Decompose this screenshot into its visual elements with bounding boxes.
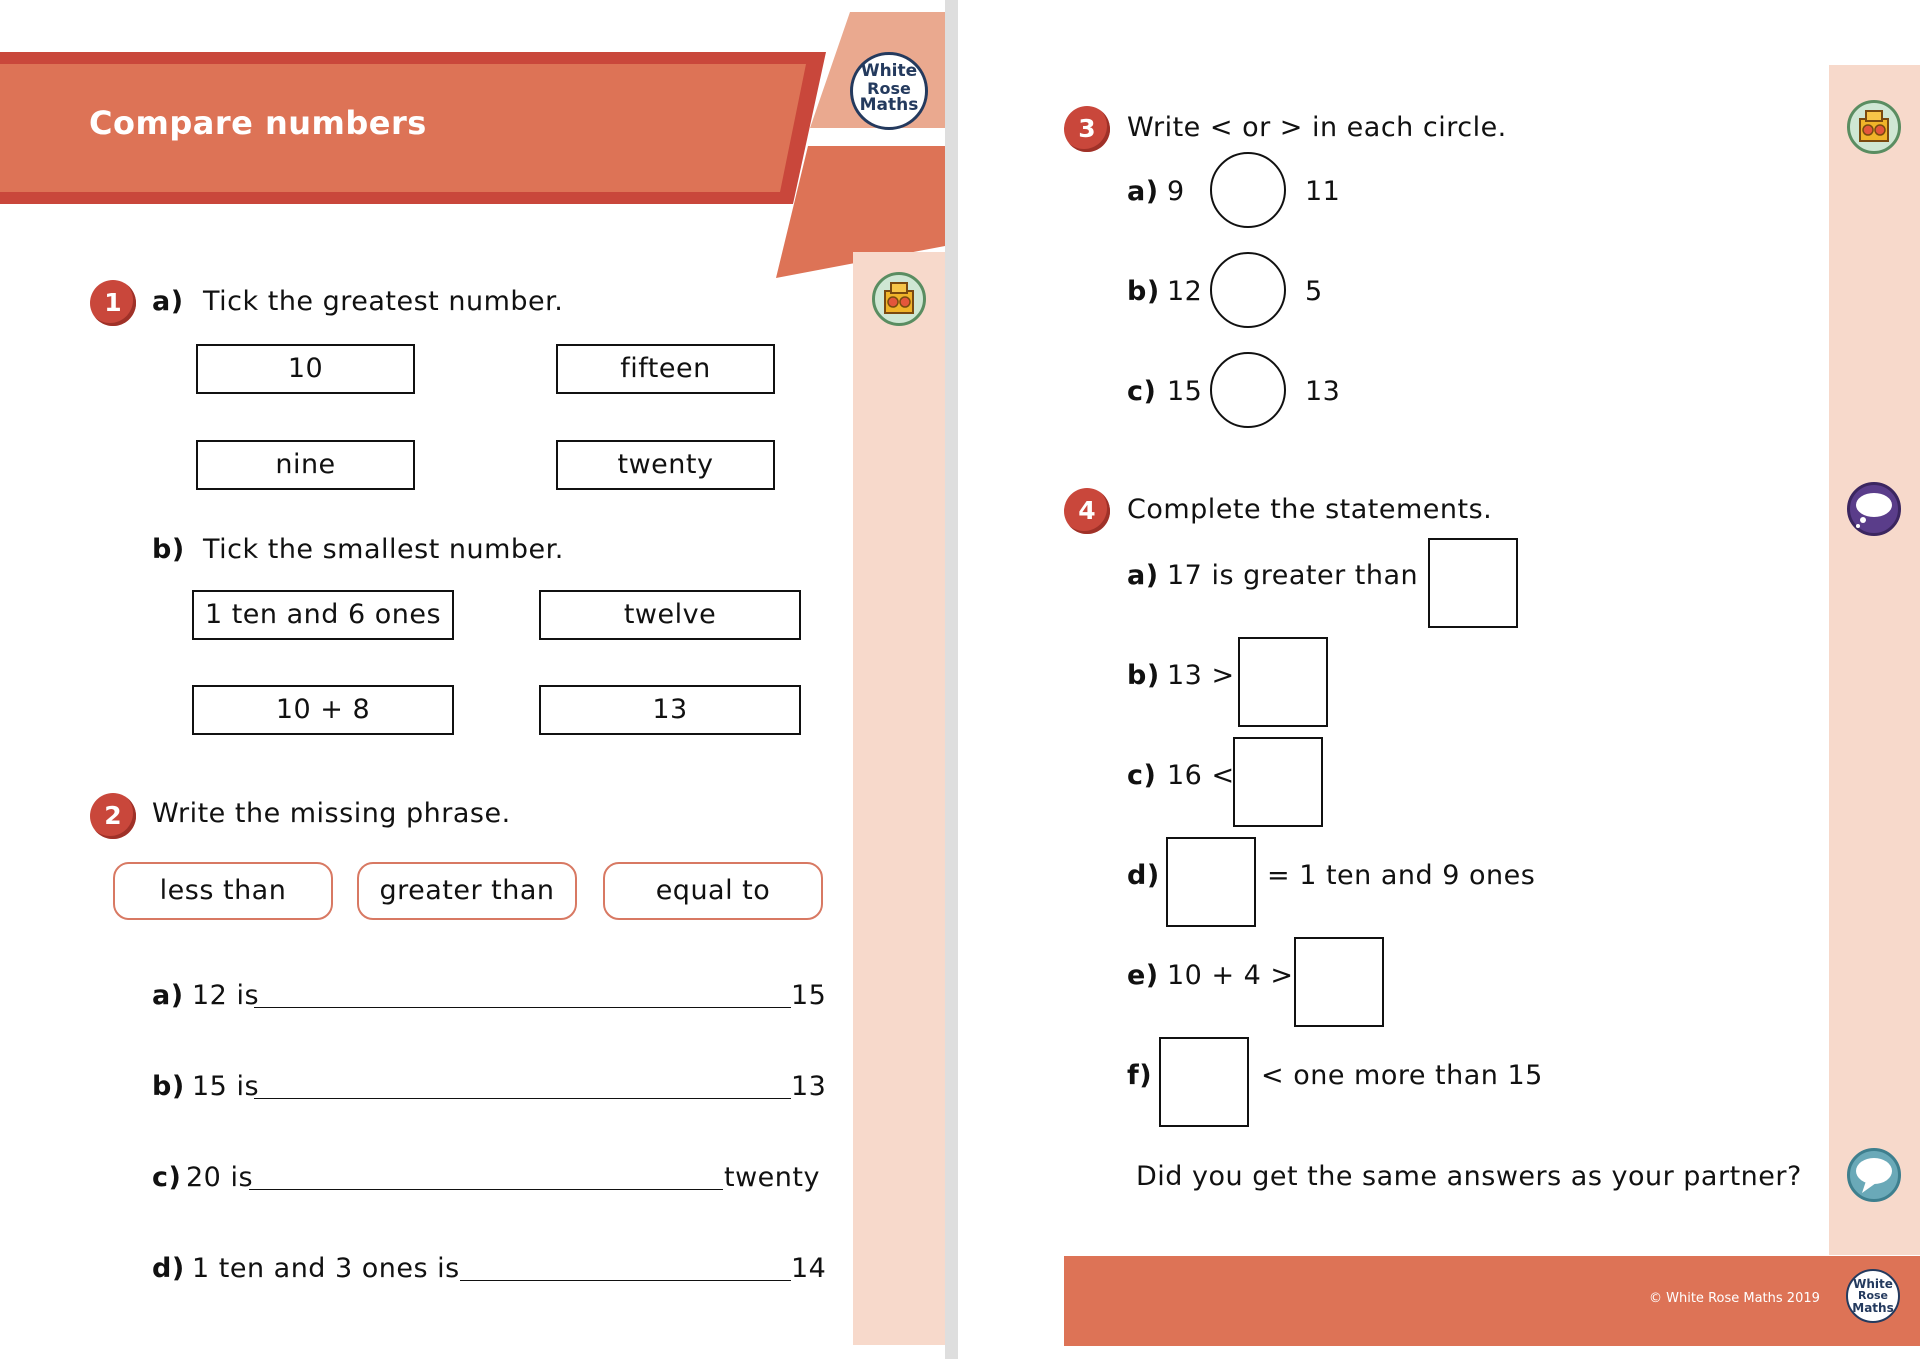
q4b-before: 13 > <box>1167 660 1235 691</box>
q2a-label: a) <box>152 980 184 1011</box>
q2c-right: twenty <box>724 1162 820 1193</box>
answer-line[interactable] <box>460 1280 791 1281</box>
q4-prompt: Complete the statements. <box>1127 494 1493 525</box>
answer-line[interactable] <box>249 1189 723 1190</box>
q1b-label: b) <box>152 534 185 565</box>
q1a-label: a) <box>152 286 184 317</box>
page-gutter <box>945 0 958 1359</box>
q2d-label: d) <box>152 1253 185 1284</box>
q3c-right: 13 <box>1305 376 1341 407</box>
q3a-right: 11 <box>1305 176 1341 207</box>
tick-option-box[interactable]: twenty <box>556 440 775 490</box>
q4e-label: e) <box>1127 960 1159 991</box>
right-page <box>958 0 1920 1359</box>
q4c-label: c) <box>1127 760 1157 791</box>
answer-box[interactable] <box>1238 637 1328 727</box>
page-title: Compare numbers <box>89 104 427 142</box>
q2b-left: 15 is <box>192 1071 260 1102</box>
q2c-left: 20 is <box>186 1162 254 1193</box>
tick-option-box[interactable]: 13 <box>539 685 801 735</box>
q2c-label: c) <box>152 1162 182 1193</box>
answer-line[interactable] <box>254 1007 791 1008</box>
white-rose-logo-icon: White Rose Maths <box>1846 1269 1900 1323</box>
partner-prompt: Did you get the same answers as your partner? <box>1136 1161 1802 1192</box>
footer-bar <box>1064 1256 1920 1346</box>
thought-bubble-icon <box>1847 482 1901 536</box>
side-strip <box>853 252 945 1345</box>
q1b-prompt: Tick the smallest number. <box>203 534 564 565</box>
q1a-prompt: Tick the greatest number. <box>203 286 564 317</box>
answer-line[interactable] <box>254 1098 791 1099</box>
phrase-less-than: less than <box>113 862 333 920</box>
q4e-before: 10 + 4 > <box>1167 960 1294 991</box>
q3b-right: 5 <box>1305 276 1323 307</box>
answer-box[interactable] <box>1233 737 1323 827</box>
q2-prompt: Write the missing phrase. <box>152 798 511 829</box>
question-number-2: 2 <box>90 793 136 839</box>
q3b-label: b) <box>1127 276 1160 307</box>
q2a-right: 15 <box>791 980 827 1011</box>
answer-circle[interactable] <box>1210 252 1286 328</box>
answer-circle[interactable] <box>1210 352 1286 428</box>
q2d-right: 14 <box>791 1253 827 1284</box>
q4d-label: d) <box>1127 860 1160 891</box>
q4f-after: < one more than 15 <box>1261 1060 1543 1091</box>
phrase-equal-to: equal to <box>603 862 823 920</box>
question-number-4: 4 <box>1064 488 1110 534</box>
q4b-label: b) <box>1127 660 1160 691</box>
tick-option-box[interactable]: 1 ten and 6 ones <box>192 590 454 640</box>
q3c-label: c) <box>1127 376 1157 407</box>
speech-bubble-icon <box>1847 1148 1901 1202</box>
side-strip <box>1829 65 1920 1255</box>
q3-prompt: Write < or > in each circle. <box>1127 112 1507 143</box>
q3b-left: 12 <box>1167 276 1203 307</box>
answer-box[interactable] <box>1166 837 1256 927</box>
q3c-left: 15 <box>1167 376 1203 407</box>
q2d-left: 1 ten and 3 ones is <box>192 1253 460 1284</box>
tick-option-box[interactable]: 10 <box>196 344 415 394</box>
q2b-label: b) <box>152 1071 185 1102</box>
q4c-before: 16 < <box>1167 760 1235 791</box>
tick-option-box[interactable]: 10 + 8 <box>192 685 454 735</box>
q4d-after: = 1 ten and 9 ones <box>1267 860 1536 891</box>
left-page <box>0 0 945 1359</box>
q4a-label: a) <box>1127 560 1159 591</box>
cube-icon <box>1847 100 1901 154</box>
answer-box[interactable] <box>1159 1037 1249 1127</box>
question-number-3: 3 <box>1064 106 1110 152</box>
answer-box[interactable] <box>1294 937 1384 1027</box>
q4f-label: f) <box>1127 1060 1153 1091</box>
tick-option-box[interactable]: nine <box>196 440 415 490</box>
copyright-text: © White Rose Maths 2019 <box>1649 1291 1820 1306</box>
q4a-before: 17 is greater than <box>1167 560 1419 591</box>
answer-circle[interactable] <box>1210 152 1286 228</box>
tick-option-box[interactable]: twelve <box>539 590 801 640</box>
q2b-right: 13 <box>791 1071 827 1102</box>
white-rose-logo-icon: White Rose Maths <box>850 52 928 130</box>
tick-option-box[interactable]: fifteen <box>556 344 775 394</box>
answer-box[interactable] <box>1428 538 1518 628</box>
question-number-1: 1 <box>90 280 136 326</box>
header-banner <box>0 0 945 290</box>
q2a-left: 12 is <box>192 980 260 1011</box>
phrase-greater-than: greater than <box>357 862 577 920</box>
cube-icon <box>872 272 926 326</box>
q3a-left: 9 <box>1167 176 1185 207</box>
q3a-label: a) <box>1127 176 1159 207</box>
